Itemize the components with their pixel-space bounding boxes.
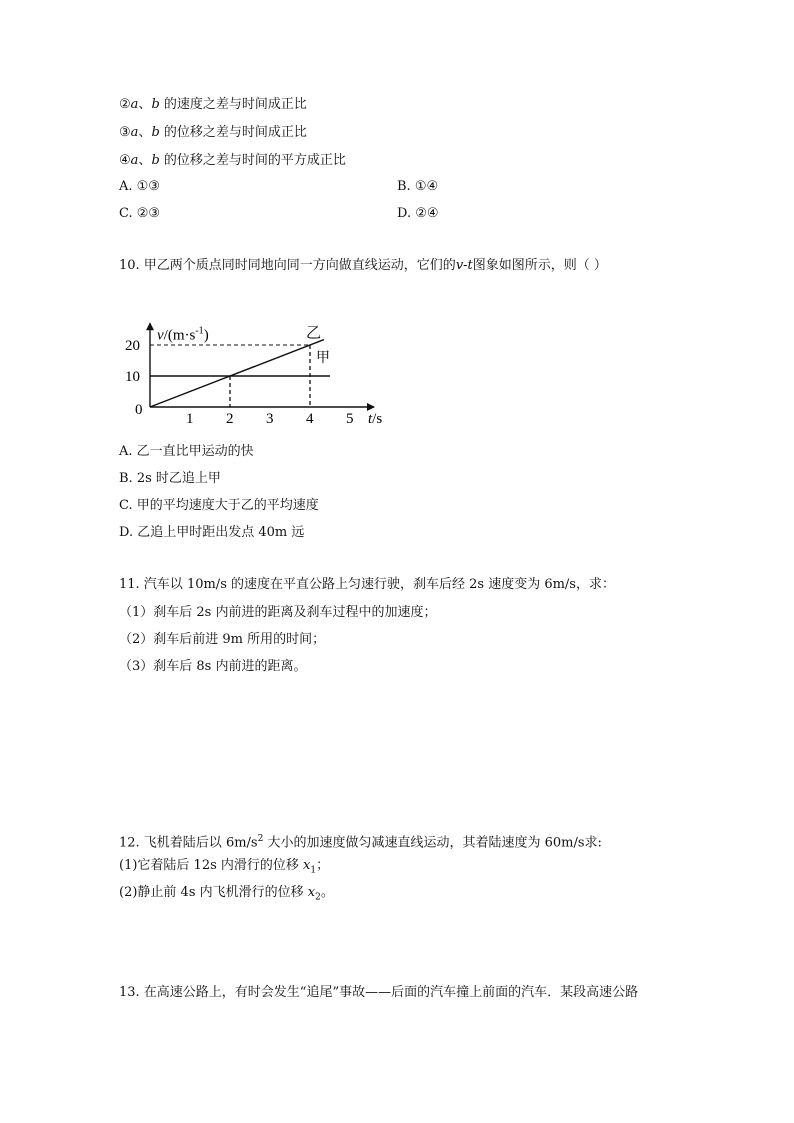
x-tick-label: 3 [266, 411, 274, 427]
x-axis-label: t/s [368, 411, 383, 427]
q11-stem: 11. 汽车以 10m/s 的速度在平直公路上匀速行驶，刹车后经 2s 速度变为 6m/s，求： [119, 577, 615, 592]
q9-item-2: ②a、b 的速度之差与时间成正比 [119, 97, 307, 112]
x-tick-label: 1 [186, 411, 194, 427]
q9-option-a[interactable]: A. ①③ [119, 179, 160, 194]
q12-part-1: (1)它着陆后 12s 内滑行的位移 $x_1$； [119, 858, 330, 876]
q10-option-c[interactable]: C. 甲的平均速度大于乙的平均速度 [119, 498, 319, 513]
q11-part-1: （1）刹车后 2s 内前进的距离及刹车过程中的加速度； [119, 605, 437, 620]
x-tick-labels [186, 411, 354, 427]
q9-item-3: ③a、b 的位移之差与时间成正比 [119, 125, 307, 140]
q12-stem: 12. 飞机着陆后以 $6m/s^2$ 大小的加速度做匀减速直线运动，其着陆速度为 60m/s求: [119, 834, 602, 851]
y-axis-label: $v/(m\cdot s^{-1})$ [157, 325, 209, 344]
q10-option-b[interactable]: B. 2s 时乙追上甲 [119, 471, 221, 486]
x-tick-label: 5 [346, 411, 354, 427]
y-tick-label: 20 [125, 338, 140, 354]
q12-part-2: (2)静止前 4s 内飞机滑行的位移 $x_2$。 [119, 885, 334, 903]
q11-part-3: （3）刹车后 8s 内前进的距离。 [119, 659, 307, 674]
q9-item-4: ④a、b 的位移之差与时间的平方成正比 [119, 153, 346, 168]
q13-stem: 13. 在高速公路上，有时会发生“追尾”事故——后面的汽车撞上前面的汽车．某段高速公路 [119, 985, 639, 1000]
q9-option-c[interactable]: C. ②③ [119, 206, 161, 221]
x-tick-label: 2 [226, 411, 234, 427]
series-label-jia: 甲 [316, 351, 330, 367]
y-tick-label: 10 [125, 369, 140, 385]
q10-option-a[interactable]: A. 乙一直比甲运动的快 [119, 444, 254, 459]
x-tick-label: 4 [306, 411, 314, 427]
origin-label: 0 [135, 402, 143, 418]
y-tick-labels [125, 338, 140, 385]
q11-part-2: （2）刹车后前进 9m 所用的时间； [119, 632, 326, 647]
q9-option-d[interactable]: D. ②④ [397, 206, 439, 221]
series-label-yi: 乙 [306, 325, 322, 342]
series-lines [150, 340, 330, 407]
q10-stem: 10. 甲乙两个质点同时同地向同一方向做直线运动，它们的v-t图象如图所示，则（ ） [119, 258, 607, 273]
q9-option-b[interactable]: B. ①④ [397, 179, 439, 194]
q10-option-d[interactable]: D. 乙追上甲时距出发点 40m 远 [119, 525, 305, 540]
vt-graph [125, 283, 390, 433]
series-line-yi [150, 340, 324, 407]
